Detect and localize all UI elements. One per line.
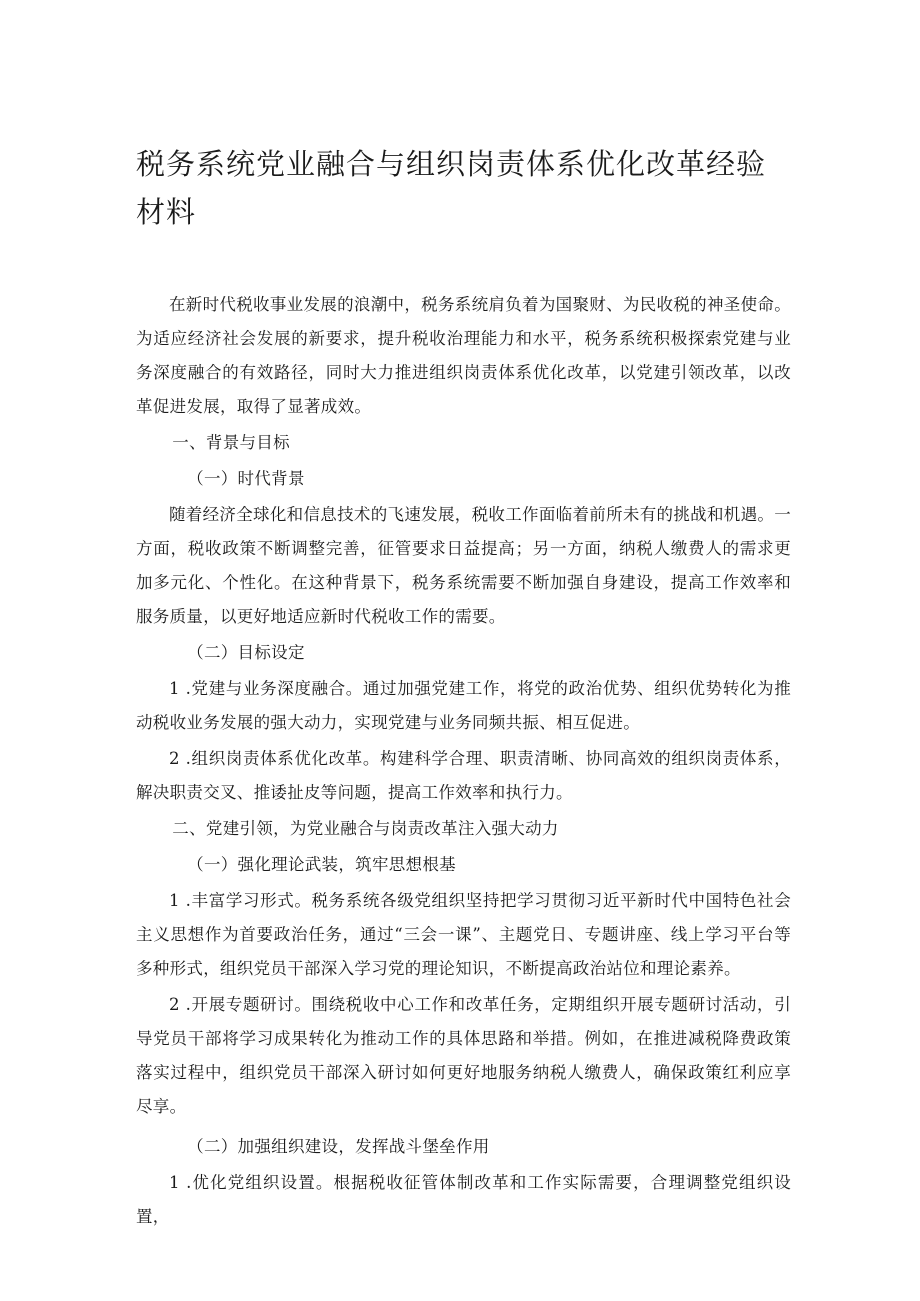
document-title: 税务系统党业融合与组织岗责体系优化改革经验材料 xyxy=(136,147,767,229)
goal-item-2: 2 .组织岗责体系优化改革。构建科学合理、职责清晰、协同高效的组织岗责体系，解决职责交叉、推诿扯皮等问题，提高工作效率和执行力。 xyxy=(136,749,791,802)
subsection-heading-2-2: （二）加强组织建设，发挥战斗堡垒作用 xyxy=(187,1137,490,1156)
background-paragraph: 随着经济全球化和信息技术的飞速发展，税收工作面临着前所未有的挑战和机遇。一方面，税收政策不断调整完善，征管要求日益提高；另一方面，纳税人缴费人的需求更加多元化、个性化。在这种背景下，税务系统需要不断加强自身建设，提高工作效率和服务质量，以更好地适应新时代税收工作的需要。 xyxy=(136,505,791,626)
subsection-heading-1-1: （一）时代背景 xyxy=(187,469,305,488)
goal-item-1: 1 .党建与业务深度融合。通过加强党建工作，将党的政治优势、组织优势转化为推动税收业务发展的强大动力，实现党建与业务同频共振、相互促进。 xyxy=(136,679,791,732)
organization-item-1: 1 .优化党组织设置。根据税收征管体制改革和工作实际需要，合理调整党组织设置， xyxy=(136,1173,791,1226)
study-item-2: 2 .开展专题研讨。围绕税收中心工作和改革任务，定期组织开展专题研讨活动，引导党员干部将学习成果转化为推动工作的具体思路和举措。例如，在推进减税降费政策落实过程中，组织党员干部深入研讨如何更好地服务纳税人缴费人，确保政策红利应享尽享。 xyxy=(136,995,791,1116)
section-heading-2: 二、党建引领，为党业融合与岗责改革注入强大动力 xyxy=(172,819,559,838)
document-body xyxy=(136,288,791,1234)
subsection-heading-2-1: （一）强化理论武装，筑牢思想根基 xyxy=(187,855,456,874)
intro-paragraph: 在新时代税收事业发展的浪潮中，税务系统肩负着为国聚财、为民收税的神圣使命。为适应经济社会发展的新要求，提升税收治理能力和水平，税务系统积极探索党建与业务深度融合的有效路径，同时大力推进组织岗责体系优化改革，以党建引领改革，以改革促进发展，取得了显著成效。 xyxy=(136,295,791,416)
subsection-heading-1-2: （二）目标设定 xyxy=(187,643,305,662)
study-item-1: 1 .丰富学习形式。税务系统各级党组织坚持把学习贯彻习近平新时代中国特色社会主义思想作为首要政治任务，通过“三会一课”、主题党日、专题讲座、线上学习平台等多种形式，组织党员干部深入学习党的理论知识，不断提高政治站位和理论素养。 xyxy=(136,891,791,978)
section-heading-1: 一、背景与目标 xyxy=(172,433,290,452)
